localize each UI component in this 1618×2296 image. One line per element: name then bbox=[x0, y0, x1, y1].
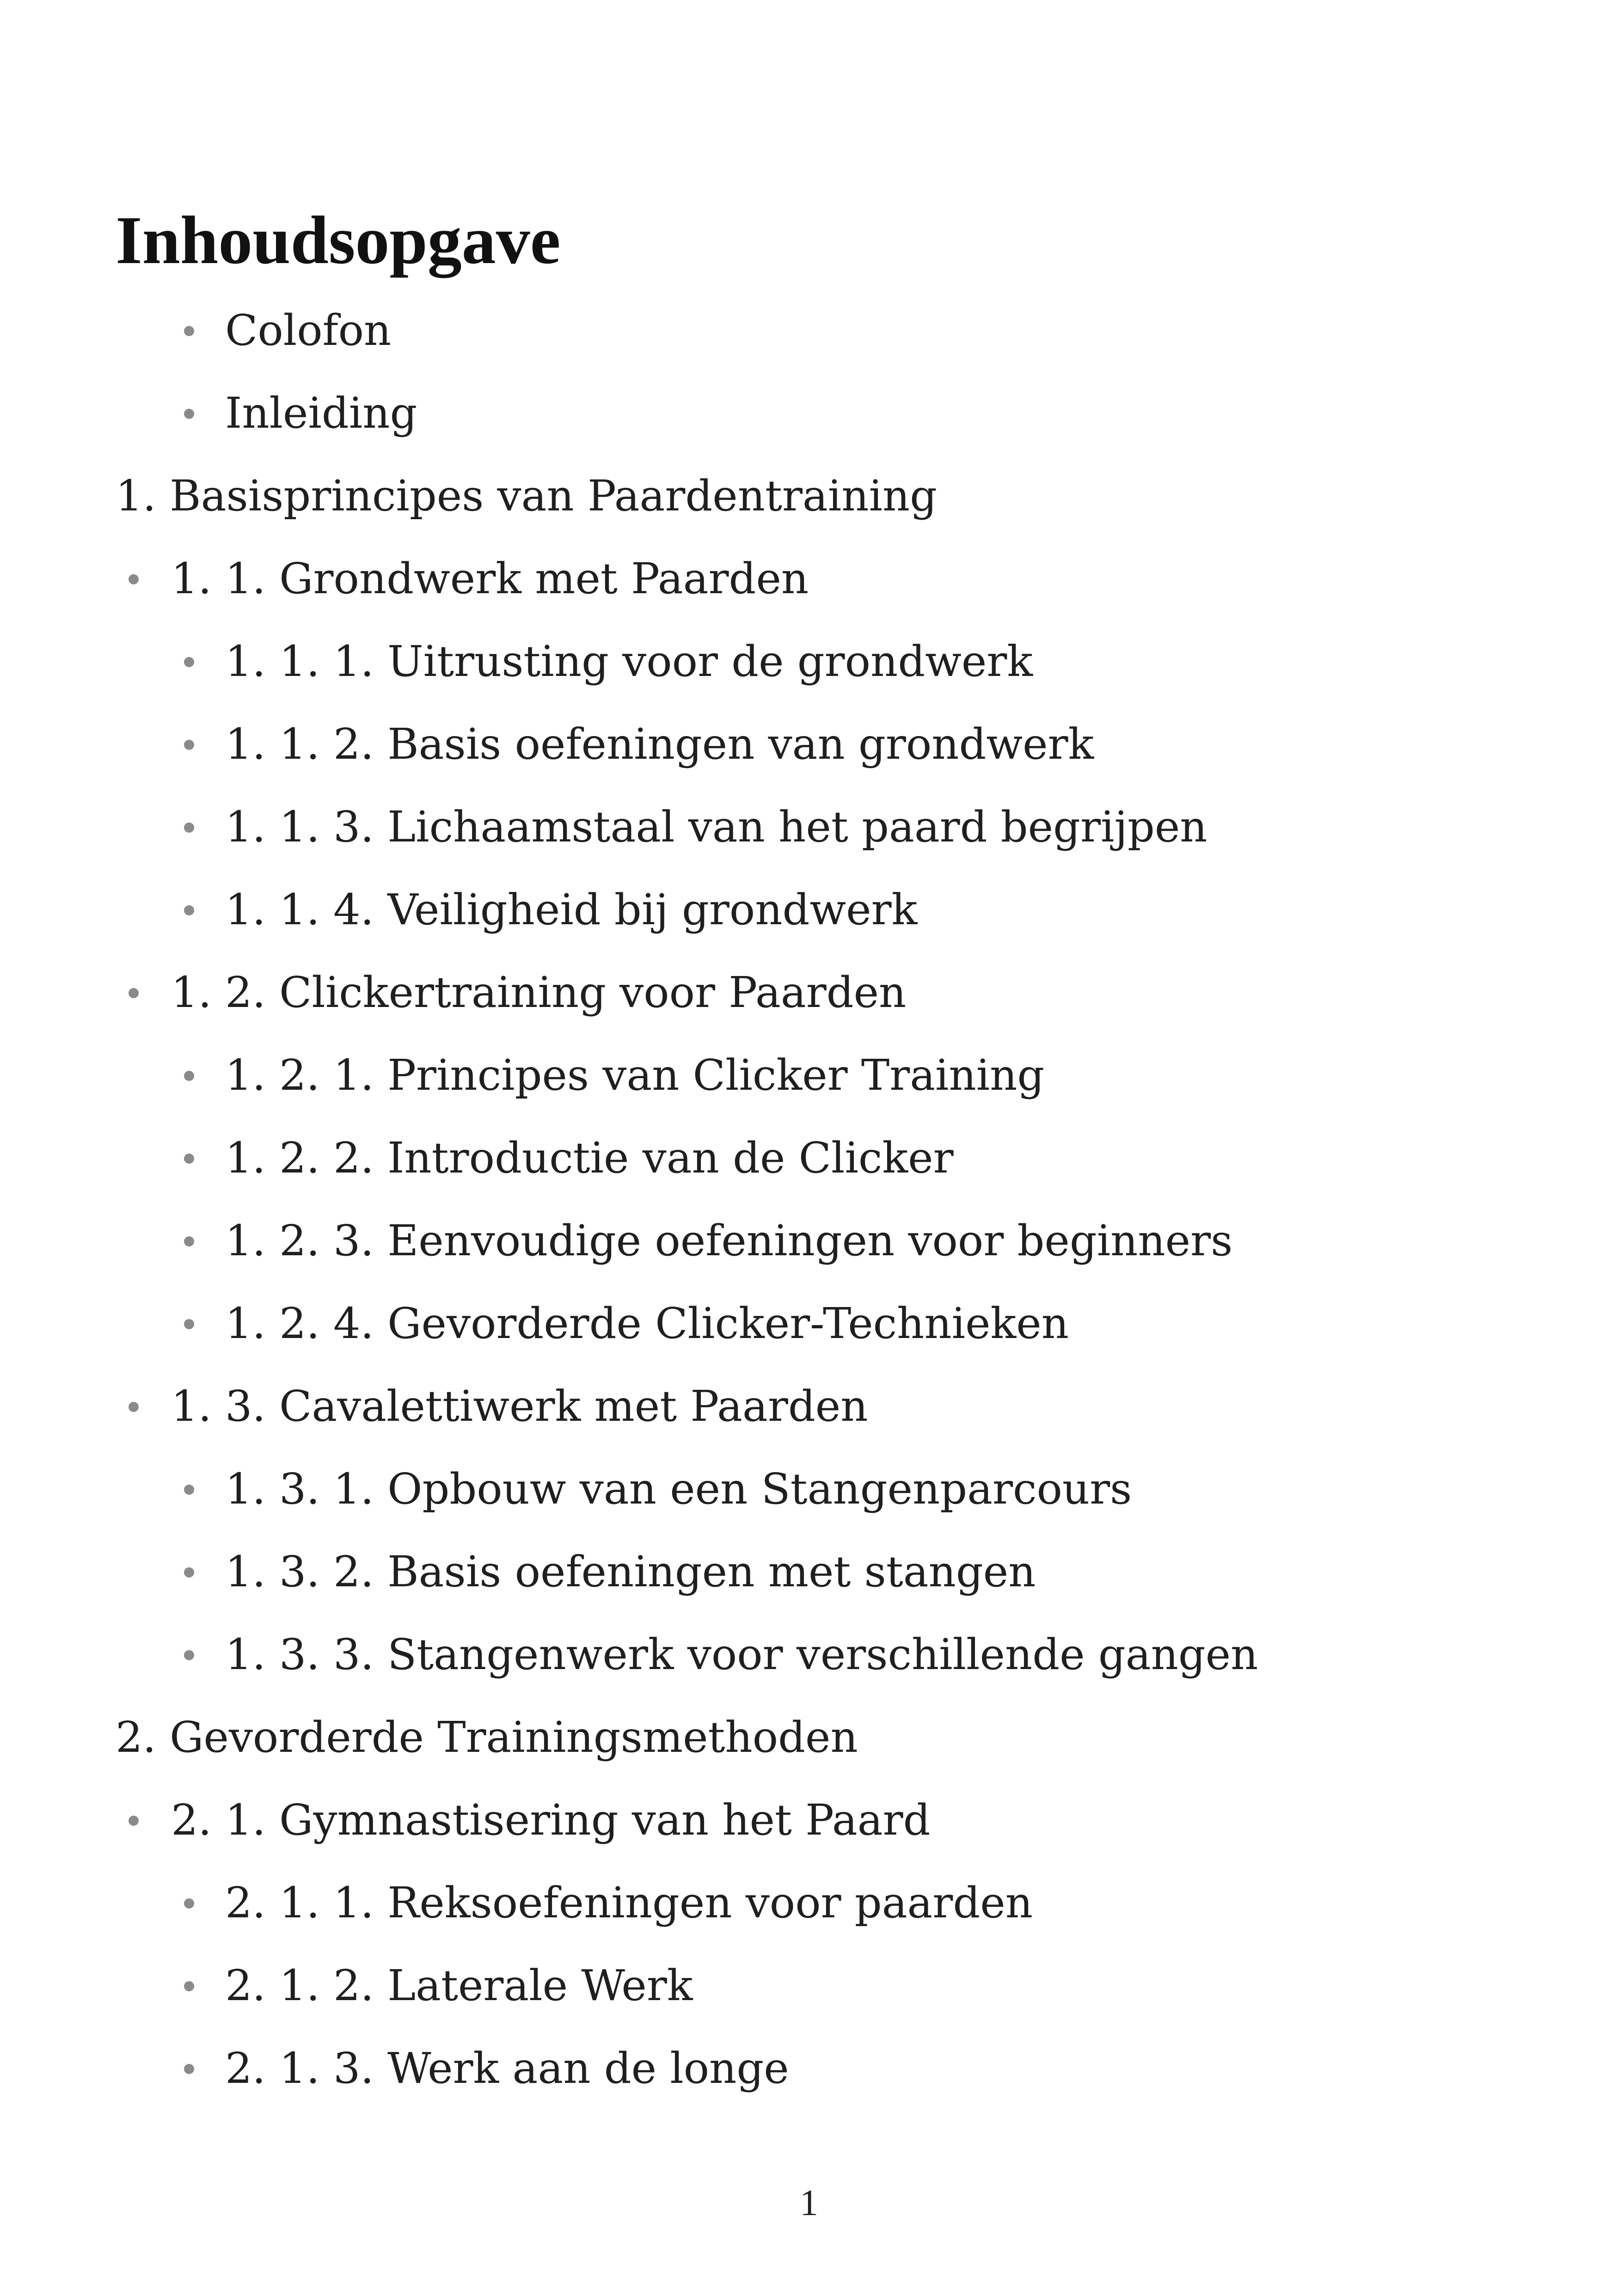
toc-entry-link[interactable]: 1. 2. 4. Gevorderde Clicker-Technieken bbox=[225, 1299, 1069, 1348]
bullet-icon bbox=[184, 1154, 194, 1164]
toc-entry-link[interactable]: 2. 1. 2. Laterale Werk bbox=[225, 1961, 693, 2010]
bullet-icon bbox=[129, 1816, 139, 1826]
bullet-icon bbox=[184, 326, 194, 336]
toc-entry-link[interactable]: 1. 1. 2. Basis oefeningen van grondwerk bbox=[225, 719, 1094, 769]
toc-entry-link[interactable]: 1. 3. 2. Basis oefeningen met stangen bbox=[225, 1547, 1036, 1596]
toc-entry[interactable] bbox=[0, 799, 1618, 855]
toc-entry[interactable] bbox=[0, 717, 1618, 772]
toc-entry[interactable] bbox=[0, 1627, 1618, 1682]
toc-entry-link[interactable]: 1. 3. 3. Stangenwerk voor verschillende gangen bbox=[225, 1630, 1258, 1679]
bullet-icon bbox=[184, 905, 194, 915]
bullet-icon bbox=[129, 1402, 139, 1412]
toc-entry-link[interactable]: 1. 3. Cavalettiwerk met Paarden bbox=[171, 1381, 868, 1431]
bullet-icon bbox=[184, 1236, 194, 1246]
bullet-icon bbox=[184, 1071, 194, 1081]
toc-entry-link[interactable]: 1. 2. Clickertraining voor Paarden bbox=[171, 968, 907, 1017]
toc-entry[interactable] bbox=[0, 882, 1618, 938]
toc-entry-link[interactable]: 2. 1. 3. Werk aan de longe bbox=[225, 2044, 789, 2093]
toc-entry[interactable] bbox=[0, 1379, 1618, 1434]
bullet-icon bbox=[184, 1319, 194, 1329]
toc-entry[interactable] bbox=[0, 1710, 1618, 1765]
bullet-icon bbox=[184, 1650, 194, 1660]
bullet-icon bbox=[184, 1567, 194, 1578]
bullet-icon bbox=[129, 988, 139, 998]
toc-entry-link[interactable]: 1. 2. 2. Introductie van de Clicker bbox=[225, 1133, 954, 1183]
toc-entry-link[interactable]: 2. 1. 1. Reksoefeningen voor paarden bbox=[225, 1878, 1033, 1928]
toc-entry-link[interactable]: 1. 1. 3. Lichaamstaal van het paard begrijpen bbox=[225, 802, 1207, 852]
toc-entry-link[interactable]: 1. 1. 4. Veiligheid bij grondwerk bbox=[225, 885, 918, 934]
toc-entry-link[interactable]: 2. 1. Gymnastisering van het Paard bbox=[171, 1795, 931, 1845]
page-number: 1 bbox=[800, 2183, 818, 2223]
toc-entry-link[interactable]: Colofon bbox=[225, 306, 392, 355]
toc-entry[interactable] bbox=[0, 386, 1618, 441]
toc-entry[interactable] bbox=[0, 1130, 1618, 1186]
bullet-icon bbox=[184, 1981, 194, 1991]
bullet-icon bbox=[184, 409, 194, 419]
toc-entry-link[interactable]: 1. 1. Grondwerk met Paarden bbox=[171, 554, 809, 603]
toc-entry[interactable] bbox=[0, 1213, 1618, 1269]
toc-entry-link[interactable]: 1. 2. 3. Eenvoudige oefeningen voor beginners bbox=[225, 1216, 1233, 1265]
toc-entry[interactable] bbox=[0, 1461, 1618, 1517]
bullet-icon bbox=[184, 1485, 194, 1495]
toc-entry[interactable] bbox=[0, 965, 1618, 1020]
bullet-icon bbox=[184, 740, 194, 750]
toc-entry[interactable] bbox=[0, 551, 1618, 607]
toc-entry[interactable] bbox=[0, 1875, 1618, 1931]
toc-entry[interactable] bbox=[0, 468, 1618, 524]
toc-entry-link[interactable]: 1. Basisprincipes van Paardentraining bbox=[116, 471, 938, 521]
bullet-icon bbox=[184, 823, 194, 833]
toc-entry[interactable] bbox=[0, 303, 1618, 358]
toc-entry[interactable] bbox=[0, 1048, 1618, 1103]
toc-entry-link[interactable]: 1. 3. 1. Opbouw van een Stangenparcours bbox=[225, 1464, 1132, 1514]
toc-entry[interactable] bbox=[0, 634, 1618, 689]
toc-entry[interactable] bbox=[0, 2041, 1618, 2096]
page-title: Inhoudsopgave bbox=[116, 203, 561, 278]
toc-entry-link[interactable]: Inleiding bbox=[225, 388, 417, 438]
toc-entry[interactable] bbox=[0, 1296, 1618, 1351]
toc-entry[interactable] bbox=[0, 1793, 1618, 1848]
toc-entry[interactable] bbox=[0, 1958, 1618, 2014]
toc-entry[interactable] bbox=[0, 1544, 1618, 1600]
toc-entry-link[interactable]: 2. Gevorderde Trainingsmethoden bbox=[116, 1713, 858, 1762]
bullet-icon bbox=[184, 657, 194, 667]
bullet-icon bbox=[129, 574, 139, 584]
toc-entry-link[interactable]: 1. 2. 1. Principes van Clicker Training bbox=[225, 1050, 1045, 1100]
toc-entry-link[interactable]: 1. 1. 1. Uitrusting voor de grondwerk bbox=[225, 637, 1033, 686]
bullet-icon bbox=[184, 1898, 194, 1909]
bullet-icon bbox=[184, 2064, 194, 2074]
